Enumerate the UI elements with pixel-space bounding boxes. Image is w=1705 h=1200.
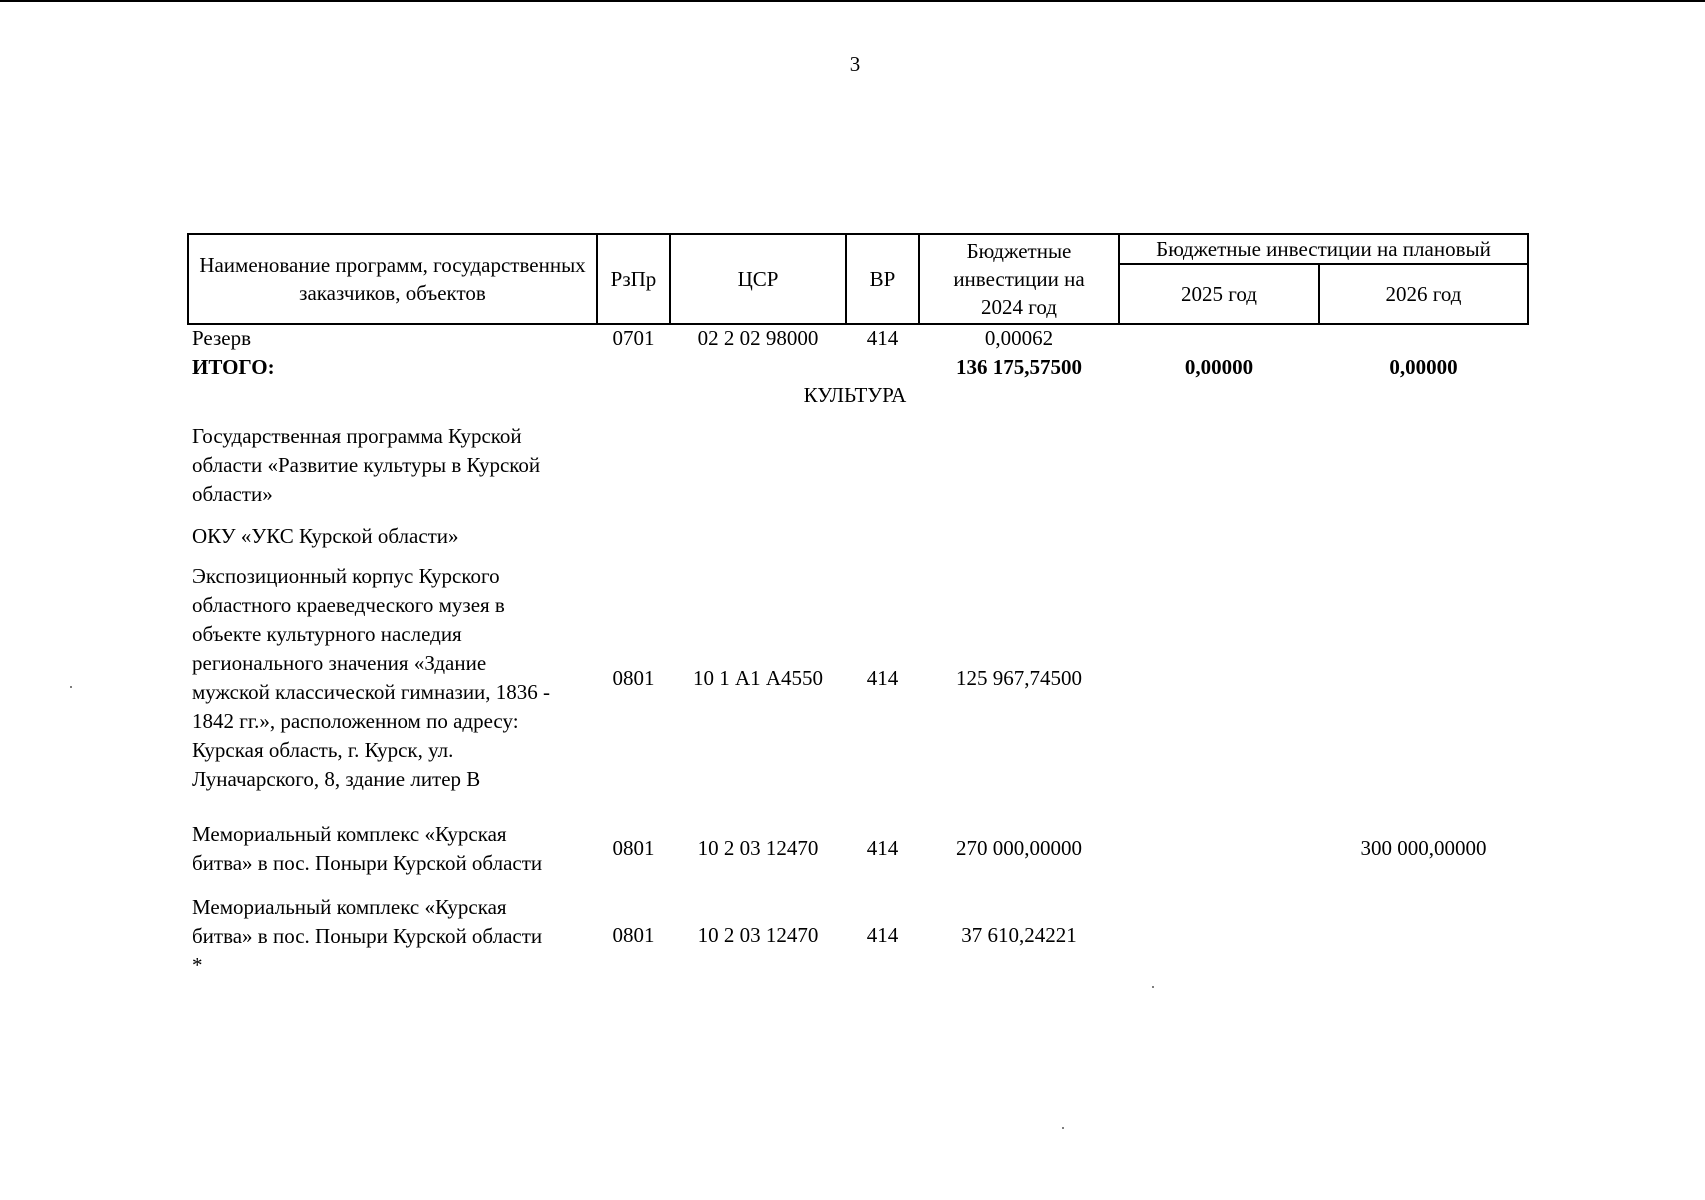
- row-vr: 414: [866, 666, 899, 690]
- row-rzpr: 0801: [612, 666, 655, 690]
- top-border-line: [0, 0, 1705, 2]
- header-name: Наименование программ, государственных заказчиков, объектов: [187, 233, 598, 325]
- row-value-2024: 125 967,74500: [956, 666, 1082, 690]
- row-value-2026: 300 000,00000: [1360, 836, 1487, 860]
- customer-name: ОКУ «УКС Курской области»: [192, 524, 459, 548]
- row-rzpr: 0701: [612, 326, 655, 350]
- scan-speck: [70, 686, 72, 688]
- total-value-2024: 136 175,57500: [956, 355, 1082, 379]
- header-csr: ЦСР: [669, 233, 847, 325]
- total-value-2025: 0,00000: [1184, 355, 1254, 379]
- row-name: Экспозиционный корпус Курского областного краеведческого музея в объекте культурного наследия регионального значения «Здание мужской классической гимназии, 1836 - 1842 гг.», расположенном по адресу: Курская область, г. Курск, ул. Луначарского, 8, здание литер В: [192, 564, 551, 791]
- row-rzpr: 0801: [612, 923, 655, 947]
- header-planned: Бюджетные инвестиции на плановый: [1118, 233, 1529, 265]
- row-vr: 414: [866, 836, 899, 860]
- scan-speck: [1062, 1127, 1064, 1129]
- program-name: Государственная программа Курской области «Развитие культуры в Курской области»: [192, 424, 541, 506]
- row-value-2024: 37 610,24221: [961, 923, 1077, 947]
- row-csr: 10 1 А1 А4550: [692, 666, 824, 690]
- row-name: Мемориальный комплекс «Курская битва» в пос. Поныри Курской области: [192, 822, 543, 875]
- row-value-2024: 0,00062: [984, 326, 1054, 350]
- row-name: Резерв: [192, 326, 252, 350]
- scan-speck: [1152, 986, 1154, 988]
- total-value-2026: 0,00000: [1389, 355, 1458, 379]
- row-value-2024: 270 000,00000: [956, 836, 1082, 860]
- row-csr: 10 2 03 12470: [697, 836, 819, 860]
- row-rzpr: 0801: [612, 836, 655, 860]
- row-vr: 414: [866, 923, 899, 947]
- total-label: ИТОГО:: [192, 355, 275, 379]
- section-title: КУЛЬТУРА: [803, 383, 907, 407]
- header-year-2026: 2026 год: [1318, 263, 1529, 325]
- page-number: 3: [849, 52, 861, 76]
- row-vr: 414: [866, 326, 899, 350]
- header-rzpr: РзПр: [596, 233, 671, 325]
- header-invest-2024: Бюджетные инвестиции на 2024 год: [918, 233, 1120, 325]
- row-name: Мемориальный комплекс «Курская битва» в пос. Поныри Курской области *: [192, 895, 543, 977]
- row-csr: 02 2 02 98000: [697, 326, 819, 350]
- header-vr: ВР: [845, 233, 920, 325]
- header-year-2025: 2025 год: [1118, 263, 1320, 325]
- row-csr: 10 2 03 12470: [697, 923, 819, 947]
